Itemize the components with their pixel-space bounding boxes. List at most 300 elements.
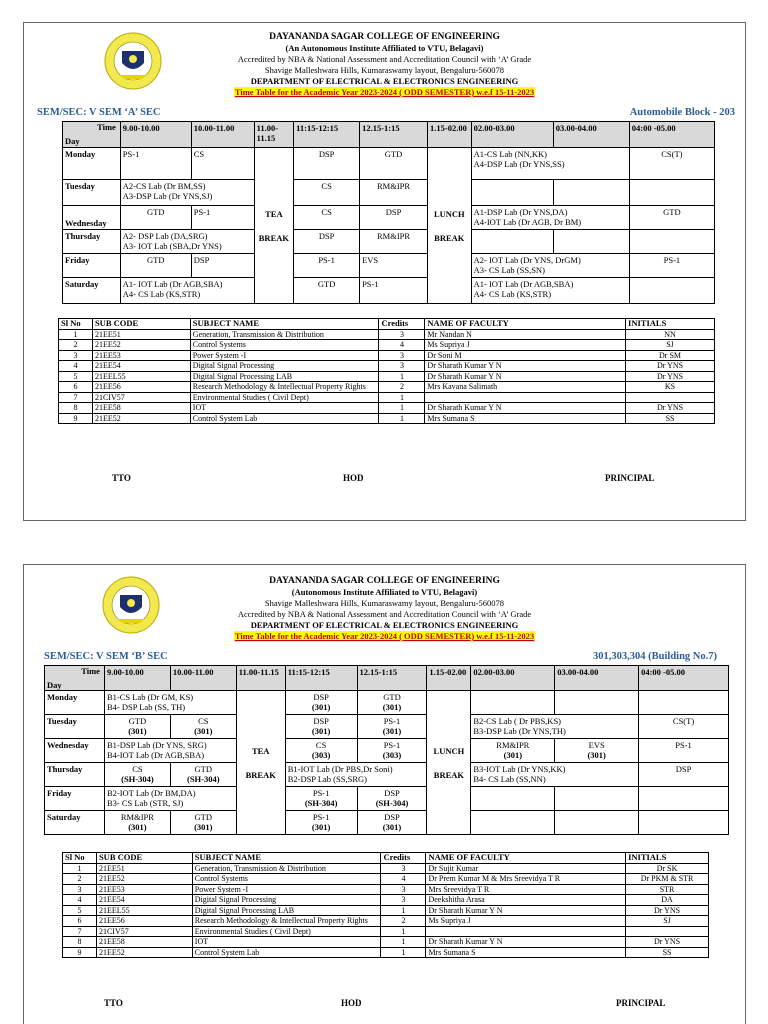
lab-cell [471,206,629,230]
cell: IOT [190,403,379,414]
table-row [59,403,715,414]
slot-cell [639,811,729,835]
lab-line: B4-IOT Lab (Dr AGB,SBA) [106,750,205,760]
timetable-title: Time Table for the Academic Year 2023-2024 ( ODD SEMESTER) w.e.f 15-11-2023 [234,87,535,97]
slot-cell: DSP [639,763,729,787]
cell: 4 [63,895,97,906]
room: (301) [503,750,523,760]
slot-header: 9.00-10.00 [104,666,170,691]
col-header: INITIALS [626,319,715,330]
slot-cell: DSP [360,206,428,230]
cell: Environmental Studies ( Civil Dept) [190,392,379,403]
slot-cell [285,811,357,835]
cell: SJ [626,916,709,927]
cell: 3 [63,884,97,895]
lab-line: A3- IOT Lab (SBA,Dr YNS) [122,241,222,251]
cell: 4 [59,361,93,372]
lab-line: B3-IOT Lab (Dr YNS,KK) [473,764,566,774]
slot-cell: DSP [191,254,254,278]
lunch-break [428,148,472,304]
slot-cell [285,739,357,763]
cell: 2 [379,382,425,393]
day-label: Day [47,680,62,690]
slot-cell [639,691,729,715]
cell: 4 [379,340,425,351]
room: (SH-304) [375,798,409,808]
subject: GTD [194,812,213,822]
cell: 4 [381,874,426,885]
table-row [59,361,715,372]
address: Shavige Malleshwara Hills, Kumaraswamy layout, Bengaluru-560078 [264,598,505,608]
cell: Ms Supriya J [426,916,626,927]
cell: Research Methodology & Intellectual Property Rights [190,382,379,393]
day-wednesday: Wednesday [45,739,105,763]
lab-line: A4-DSP Lab (Dr YNS,SS) [473,159,565,169]
principal-signature: PRINCIPAL [616,998,666,1008]
table-row [63,916,709,927]
cell: 21EEL55 [92,371,190,382]
lab-cell [120,230,254,254]
slot-header: 04:00 -05.00 [639,666,729,691]
table-row [59,329,715,340]
cell: KS [626,382,715,393]
timetable-grid [44,665,729,835]
department: DEPARTMENT OF ELECTRICAL & ELECTRONICS ENGINEERING [250,620,519,630]
break-label: BREAK [258,232,289,243]
address: Shavige Malleshwara Hills, Kumaraswamy layout, Bengaluru-560078 [264,65,505,75]
subject: PS-1 [312,812,330,822]
slot-cell: CS [191,148,254,180]
cell: 1 [381,926,426,937]
time-label: Time [97,122,116,132]
slot-cell [555,691,639,715]
cell: 3 [379,361,425,372]
slot-cell [170,763,236,787]
cell: Environmental Studies ( Civil Dept) [192,926,381,937]
slot-cell: RM&IPR [360,230,428,254]
cell: Digital Signal Processing LAB [192,905,381,916]
tea-label: TEA [265,208,283,219]
hod-signature: HOD [341,998,362,1008]
cell: SJ [626,340,715,351]
lab-cell [104,739,236,763]
subject: DSP [384,812,400,822]
room: (301) [311,726,331,736]
cell: 21CIV57 [96,926,192,937]
room: (301) [311,702,331,712]
lunch-label: LUNCH [433,745,465,756]
lunch-break [427,691,471,835]
day-thursday: Thursday [45,763,105,787]
sem-section: SEM/SEC: V SEM ‘B’ SEC [44,651,168,662]
subject: DSP [313,716,329,726]
subject: CS [315,740,327,750]
slot-cell [553,180,629,206]
slot-header: 02.00-03.00 [471,666,555,691]
accreditation: Accredited by NBA & National Assessment and Accreditation Council with ‘A’ Grade [237,609,532,619]
cell: Deekshitha Arasa [426,895,626,906]
col-header: INITIALS [626,853,709,864]
slot-cell: GTD [120,254,191,278]
cell: 1 [379,403,425,414]
table-row [59,392,715,403]
cell: 2 [63,874,97,885]
cell: Dr Sharath Kumar Y N [425,371,626,382]
cell: Mrs Sumana S [426,947,626,958]
col-header: SUB CODE [92,319,190,330]
room: (303) [311,750,331,760]
day-saturday: Saturday [45,811,105,835]
day-label: Day [65,136,80,146]
lab-cell [285,763,427,787]
slot-cell: GTD [629,206,714,230]
room: (SH-304) [187,774,220,784]
col-header: Sl No [63,853,97,864]
slot-header: 11:15-12:15 [294,122,360,148]
day-friday: Friday [63,254,121,278]
cell: 21EE52 [96,874,192,885]
cell: 3 [379,350,425,361]
slot-cell [555,787,639,811]
cell [626,392,715,403]
slot-cell [285,691,357,715]
cell: 21EE58 [96,937,192,948]
slot-header: 03.00-04.00 [553,122,629,148]
col-header: SUBJECT NAME [192,853,381,864]
cell: Generation, Transmission & Distribution [190,329,379,340]
cell: Control System Lab [190,413,379,424]
cell: Dr YNS [626,403,715,414]
cell: 21EE51 [96,863,192,874]
tea-label: TEA [251,745,270,756]
lab-line: B2-IOT Lab (Dr BM,DA) [106,788,196,798]
slot-cell [357,691,427,715]
room: (301) [311,822,331,832]
slot-cell [357,715,427,739]
col-header: Sl No [59,319,93,330]
cell: DA [626,895,709,906]
cell: 3 [59,350,93,361]
col-header: SUBJECT NAME [190,319,379,330]
slot-cell [471,180,553,206]
slot-cell [629,180,714,206]
slot-cell [555,739,639,763]
lab-line: B2-DSP Lab (SS,SRG) [287,774,367,784]
day-tuesday: Tuesday [63,180,121,206]
slot-cell: GTD [120,206,191,230]
cell: Digital Signal Processing [190,361,379,372]
day-wednesday: Wednesday [63,206,121,230]
tea-break [254,148,294,304]
subject: PS-1 [383,716,401,726]
subject: GTD [128,716,147,726]
cell: Mr Nandan N [425,329,626,340]
slot-header: 1.15-02.00 [428,122,472,148]
col-header: Credits [381,853,426,864]
table-row [63,937,709,948]
cell: Dr YNS [626,371,715,382]
slot-cell [170,811,236,835]
tto-signature: TTO [112,473,131,483]
slot-cell [104,811,170,835]
timetable-title: Time Table for the Academic Year 2023-2024 ( ODD SEMESTER) w.e.f 15-11-2023 [234,631,535,641]
lab-line: A2-CS Lab (Dr BM,SS) [122,181,206,191]
tto-signature: TTO [104,998,123,1008]
slot-cell [357,811,427,835]
slot-header: 12.15-1:15 [360,122,428,148]
slot-cell: PS-1 [360,278,428,304]
cell: SS [626,947,709,958]
lab-cell [120,278,254,304]
cell: 5 [63,905,97,916]
cell: Dr Sharath Kumar Y N [426,905,626,916]
cell: 5 [59,371,93,382]
slot-cell [104,763,170,787]
break-label: BREAK [245,769,276,780]
slot-cell: PS-1 [120,148,191,180]
table-row [63,926,709,937]
slot-header: 11.00-11.15 [254,122,294,148]
slot-cell: RM&IPR [360,180,428,206]
lab-line: A1- IOT Lab (Dr AGB,SBA) [122,279,223,289]
slot-cell [471,787,555,811]
cell: 21CIV57 [92,392,190,403]
slot-cell: GTD [360,148,428,180]
lab-line: B4- CS Lab (SS,NN) [473,774,546,784]
table-row [59,371,715,382]
lab-line: A1-CS Lab (NN,KK) [473,149,548,159]
lab-line: B4- DSP Lab (SS, TH) [106,702,186,712]
lab-line: A3- CS Lab (SS,SN) [473,265,545,275]
lab-line: A4- CS Lab (KS,STR) [473,289,552,299]
slot-cell: PS-1 [294,254,360,278]
subject: DSP [313,692,329,702]
col-header: Credits [379,319,425,330]
lab-cell [471,715,639,739]
slot-cell [629,230,714,254]
table-row [63,884,709,895]
cell: 21EE53 [96,884,192,895]
affiliation: (An Autonomous Institute Affiliated to VTU, Belagavi) [285,43,484,53]
cell: SS [626,413,715,424]
lab-cell [104,691,236,715]
table-row [63,905,709,916]
cell: 1 [59,329,93,340]
subject: RM&IPR [496,740,530,750]
slot-header: 02.00-03.00 [471,122,553,148]
day-saturday: Saturday [63,278,121,304]
slot-cell [629,278,714,304]
cell: 21EEL55 [96,905,192,916]
room-label: 301,303,304 (Building No.7) [593,651,717,662]
slot-cell [285,787,357,811]
college-name: DAYANANDA SAGAR COLLEGE OF ENGINEERING [269,576,500,586]
cell: 8 [59,403,93,414]
accreditation: Accredited by NBA & National Assessment and Accreditation Council with ‘A’ Grade [237,54,532,64]
break-label: BREAK [433,769,465,780]
cell: Dr YNS [626,361,715,372]
room: (301) [194,726,213,736]
principal-signature: PRINCIPAL [605,473,655,483]
cell: Dr Soni M [425,350,626,361]
lab-line: B1-CS Lab (Dr GM, KS) [106,692,194,702]
cell: Power System -I [190,350,379,361]
slot-header: 12.15-1:15 [357,666,427,691]
cell: IOT [192,937,381,948]
cell: 9 [59,413,93,424]
cell: Mrs Sumana S [425,413,626,424]
day-monday: Monday [45,691,105,715]
cell: Control System Lab [192,947,381,958]
subject: CS [198,716,209,726]
lab-cell [471,278,629,304]
cell: 7 [63,926,97,937]
cell: 6 [63,916,97,927]
subject: EVS [588,740,605,750]
subject: PS-1 [383,740,401,750]
cell: 21EE56 [92,382,190,393]
cell: 21EE52 [96,947,192,958]
cell: 21EE56 [96,916,192,927]
cell: Power System -I [192,884,381,895]
cell: 8 [63,937,97,948]
slot-cell [553,230,629,254]
subject: RM&IPR [120,812,154,822]
lab-cell [471,763,639,787]
lab-line: B3- CS Lab (STR, SJ) [106,798,184,808]
table-row [59,350,715,361]
lab-cell [471,254,629,278]
cell: 2 [59,340,93,351]
cell: 1 [381,937,426,948]
cell: 1 [63,863,97,874]
lab-line: B1-IOT Lab (Dr PBS,Dr Soni) [287,764,393,774]
cell: 3 [381,884,426,895]
cell: 1 [381,905,426,916]
table-row [59,382,715,393]
cell: 6 [59,382,93,393]
cell: 1 [379,392,425,403]
slot-cell: CS(T) [629,148,714,180]
lab-line: B1-DSP Lab (Dr YNS, SRG) [106,740,207,750]
room: (301) [382,726,402,736]
cell: Generation, Transmission & Distribution [192,863,381,874]
lab-line: A4-IOT Lab (Dr AGB, Dr BM) [473,217,582,227]
room: (301) [382,822,402,832]
lab-line: A3-DSP Lab (Dr YNS,SJ) [122,191,213,201]
cell: 21EE54 [96,895,192,906]
slot-cell [471,811,555,835]
lab-line: A2- IOT Lab (Dr YNS, DrGM) [473,255,581,265]
table-row [63,874,709,885]
day-thursday: Thursday [63,230,121,254]
break-label: BREAK [434,232,465,243]
lab-cell [104,787,236,811]
lab-line: A4- CS Lab (KS,STR) [122,289,201,299]
slot-cell [104,715,170,739]
slot-cell: PS-1 [639,739,729,763]
slot-cell: EVS [360,254,428,278]
slot-cell [357,787,427,811]
college-name: DAYANANDA SAGAR COLLEGE OF ENGINEERING [269,32,500,42]
cell: 1 [379,413,425,424]
col-header: SUB CODE [96,853,192,864]
slot-header: 9.00-10.00 [120,122,191,148]
cell: 21EE54 [92,361,190,372]
cell: 1 [379,371,425,382]
slot-cell: DSP [294,148,360,180]
cell: 3 [381,895,426,906]
cell: Digital Signal Processing LAB [190,371,379,382]
col-header: NAME OF FACULTY [425,319,626,330]
slot-header: 04:00 -05.00 [629,122,714,148]
cell [425,392,626,403]
subject: PS-1 [312,788,330,798]
day-tuesday: Tuesday [45,715,105,739]
tea-break [236,691,285,835]
cell: Dr Sharath Kumar Y N [425,403,626,414]
slot-cell [639,787,729,811]
cell: Control Systems [192,874,381,885]
slot-header: 10.00-11.00 [170,666,236,691]
cell: 3 [379,329,425,340]
cell: Digital Signal Processing [192,895,381,906]
cell: Mrs Sreevidya T R [426,884,626,895]
cell: Mrs Kavana Salimath [425,382,626,393]
cell: Dr PKM & STR [626,874,709,885]
room: (301) [587,750,606,760]
subject: DSP [384,788,400,798]
slot-header: 11.00-11.15 [236,666,285,691]
cell: 21EE51 [92,329,190,340]
cell: 21EE58 [92,403,190,414]
table-row [63,895,709,906]
table-row [63,863,709,874]
lab-line: A1- IOT Lab (Dr AGB,SBA) [473,279,574,289]
lab-line: B3-DSP Lab (Dr YNS,TH) [473,726,566,736]
slot-cell: CS [294,180,360,206]
slot-header: 11:15-12:15 [285,666,357,691]
day-monday: Monday [63,148,121,180]
slot-cell [471,739,555,763]
table-row [59,413,715,424]
lab-cell [120,180,254,206]
cell [426,926,626,937]
room: (301) [194,822,213,832]
table-row [63,947,709,958]
lunch-label: LUNCH [433,208,465,219]
room: (301) [382,702,402,712]
room-label: Automobile Block - 203 [629,107,735,118]
table-row [59,340,715,351]
cell: Dr SK [626,863,709,874]
cell: Research Methodology & Intellectual Property Rights [192,916,381,927]
room: (301) [128,822,147,832]
cell: 21EE52 [92,340,190,351]
cell [626,926,709,937]
cell: Dr Sharath Kumar Y N [426,937,626,948]
time-label: Time [81,666,100,676]
room: (301) [128,726,147,736]
room: (SH-304) [121,774,154,784]
slot-cell: PS-1 [629,254,714,278]
subject-table [62,852,709,958]
lab-cell [471,148,629,180]
timetable-sheet-a [23,22,746,521]
slot-cell [285,715,357,739]
cell: 7 [59,392,93,403]
cell: 9 [63,947,97,958]
